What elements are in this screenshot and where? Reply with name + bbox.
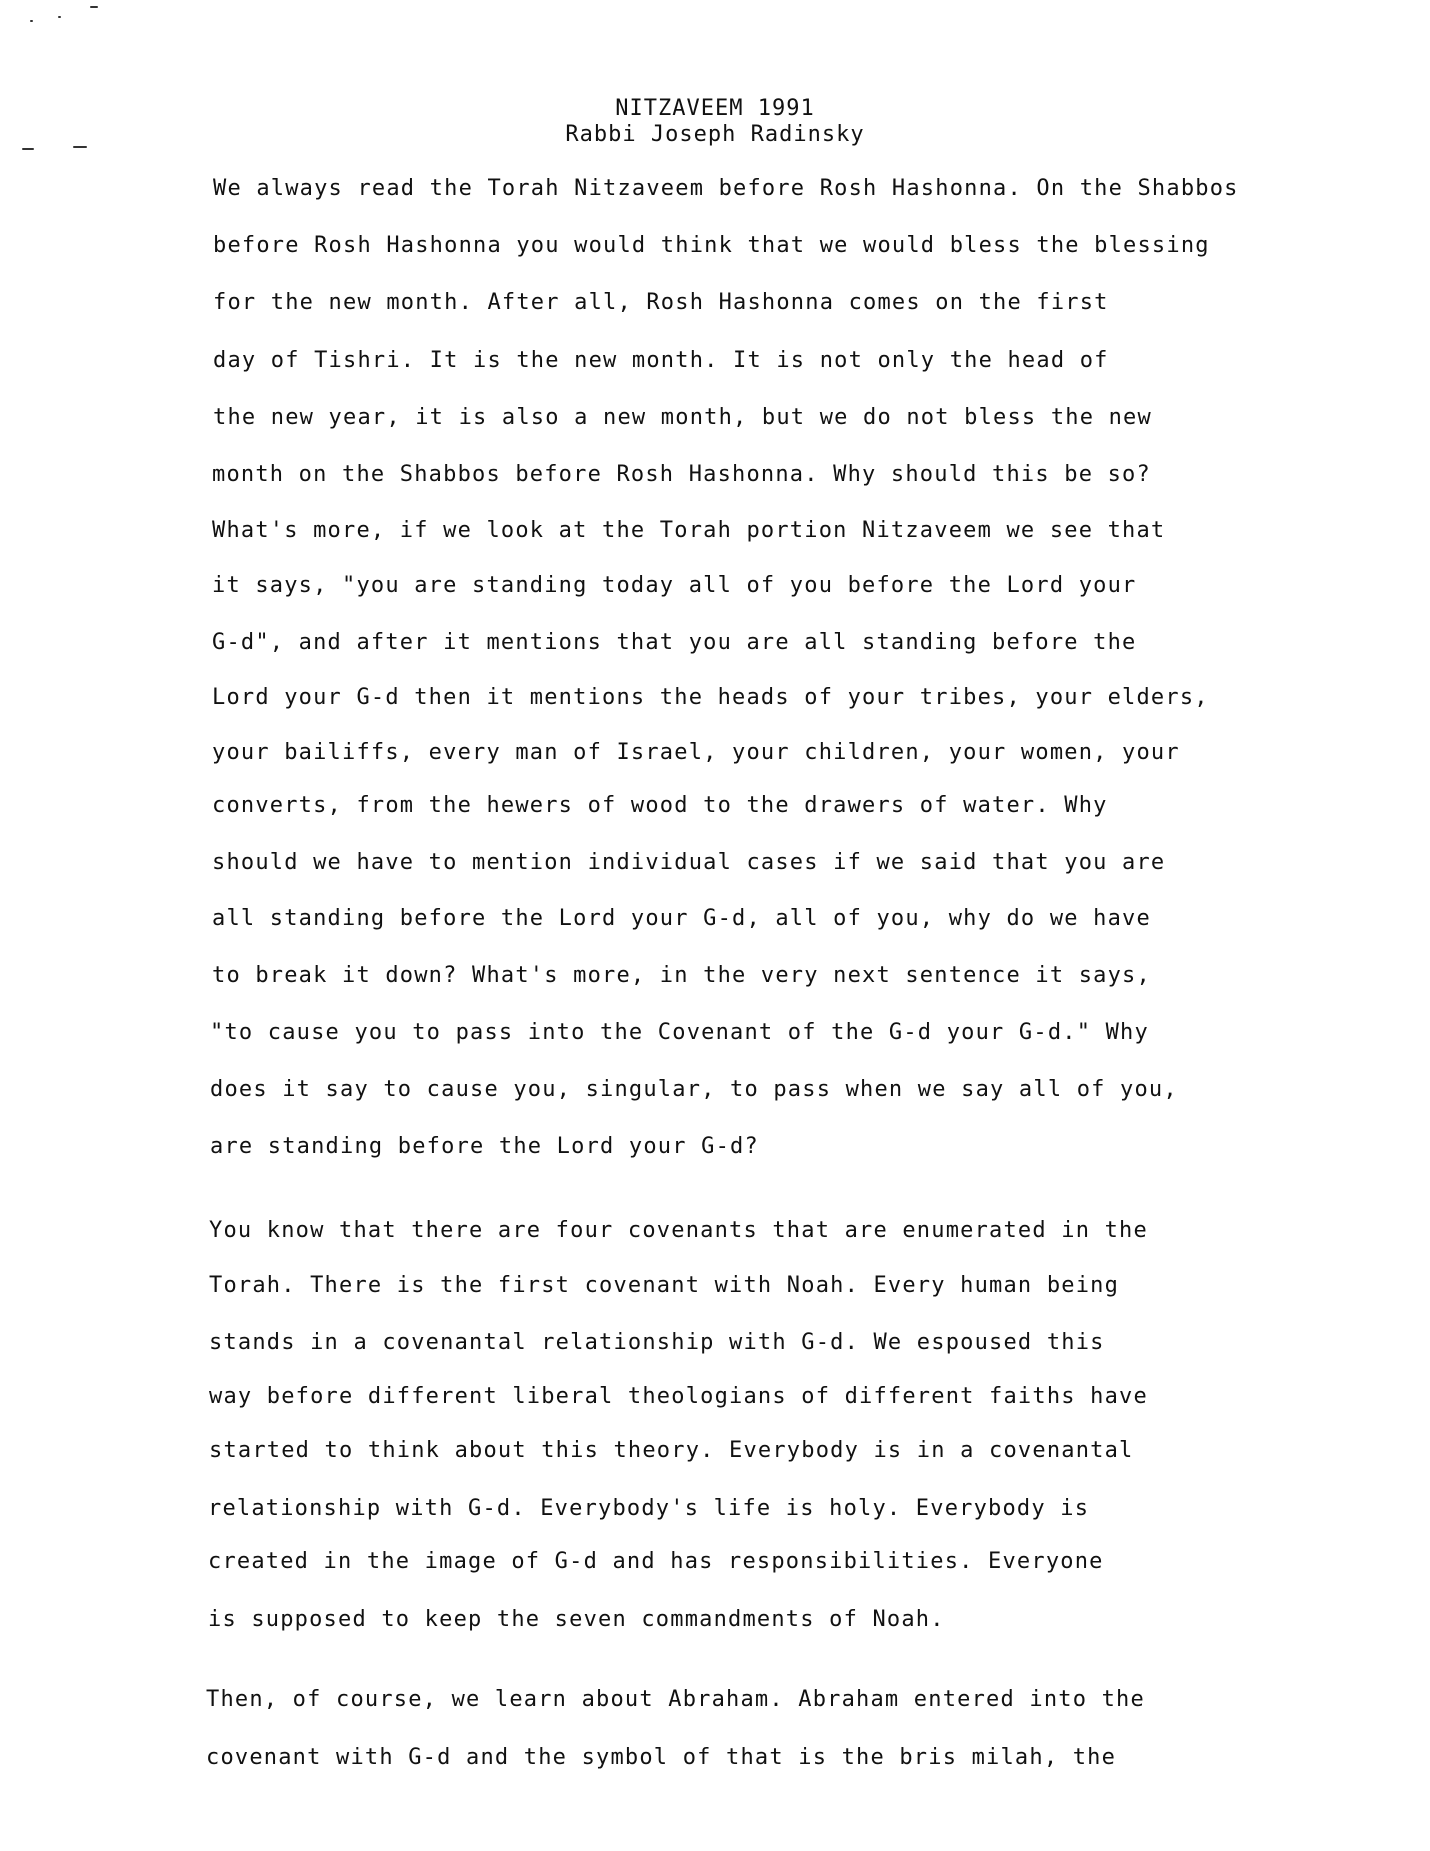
- text-line: before Rosh Hashonna you would think that we would bless the blessing: [213, 233, 1210, 258]
- text-line: are standing before the Lord your G-d?: [210, 1134, 759, 1159]
- text-line: created in the image of G-d and has responsibilities. Everyone: [208, 1549, 1104, 1574]
- text-line: the new year, it is also a new month, but we do not bless the new: [213, 405, 1152, 430]
- text-line: You know that there are four covenants that are enumerated in the: [209, 1218, 1148, 1243]
- scan-speck: [22, 148, 34, 150]
- text-line: your bailiffs, every man of Israel, your children, your women, your: [212, 740, 1180, 765]
- text-line: "to cause you to pass into the Covenant of the G-d your G-d." Why: [210, 1020, 1149, 1045]
- text-line: it says, "you are standing today all of you before the Lord your: [212, 573, 1137, 598]
- text-line: to break it down? What's more, in the very next sentence it says,: [212, 963, 1151, 988]
- text-line: Torah. There is the first covenant with Noah. Every human being: [209, 1273, 1120, 1298]
- text-line: should we have to mention individual cases if we said that you are: [212, 850, 1166, 875]
- scan-speck: [30, 20, 33, 22]
- text-line: G-d", and after it mentions that you are all standing before the: [212, 630, 1137, 655]
- scan-speck: [90, 6, 98, 8]
- text-line: Lord your G-d then it mentions the heads of your tribes, your elders,: [212, 685, 1209, 710]
- text-line: month on the Shabbos before Rosh Hashonna. Why should this be so?: [212, 462, 1151, 487]
- text-line: stands in a covenantal relationship with G-d. We espoused this: [209, 1330, 1105, 1355]
- document-title: NITZAVEEM 1991: [615, 96, 815, 121]
- text-line: Then, of course, we learn about Abraham. Abraham entered into the: [206, 1687, 1145, 1712]
- text-line: for the new month. After all, Rosh Hashonna comes on the first: [213, 290, 1109, 315]
- text-line: converts, from the hewers of wood to the drawers of water. Why: [212, 793, 1108, 818]
- text-line: relationship with G-d. Everybody's life is holy. Everybody is: [208, 1496, 1090, 1521]
- text-line: way before different liberal theologians of different faiths have: [209, 1384, 1148, 1409]
- text-line: day of Tishri. It is the new month. It is not only the head of: [213, 348, 1109, 373]
- text-line: all standing before the Lord your G-d, all of you, why do we have: [212, 906, 1151, 931]
- text-line: started to think about this theory. Everybody is in a covenantal: [209, 1438, 1134, 1463]
- text-line: covenant with G-d and the symbol of that is the bris milah, the: [206, 1745, 1117, 1770]
- document-author: Rabbi Joseph Radinsky: [565, 122, 865, 147]
- document-header: [0, 96, 1430, 148]
- text-line: is supposed to keep the seven commandments of Noah.: [208, 1607, 945, 1632]
- text-line: does it say to cause you, singular, to pass when we say all of you,: [210, 1077, 1178, 1102]
- text-line: What's more, if we look at the Torah portion Nitzaveem we see that: [212, 518, 1166, 543]
- scan-speck: [58, 16, 61, 18]
- text-line: We always read the Torah Nitzaveem before Rosh Hashonna. On the Shabbos: [213, 176, 1239, 201]
